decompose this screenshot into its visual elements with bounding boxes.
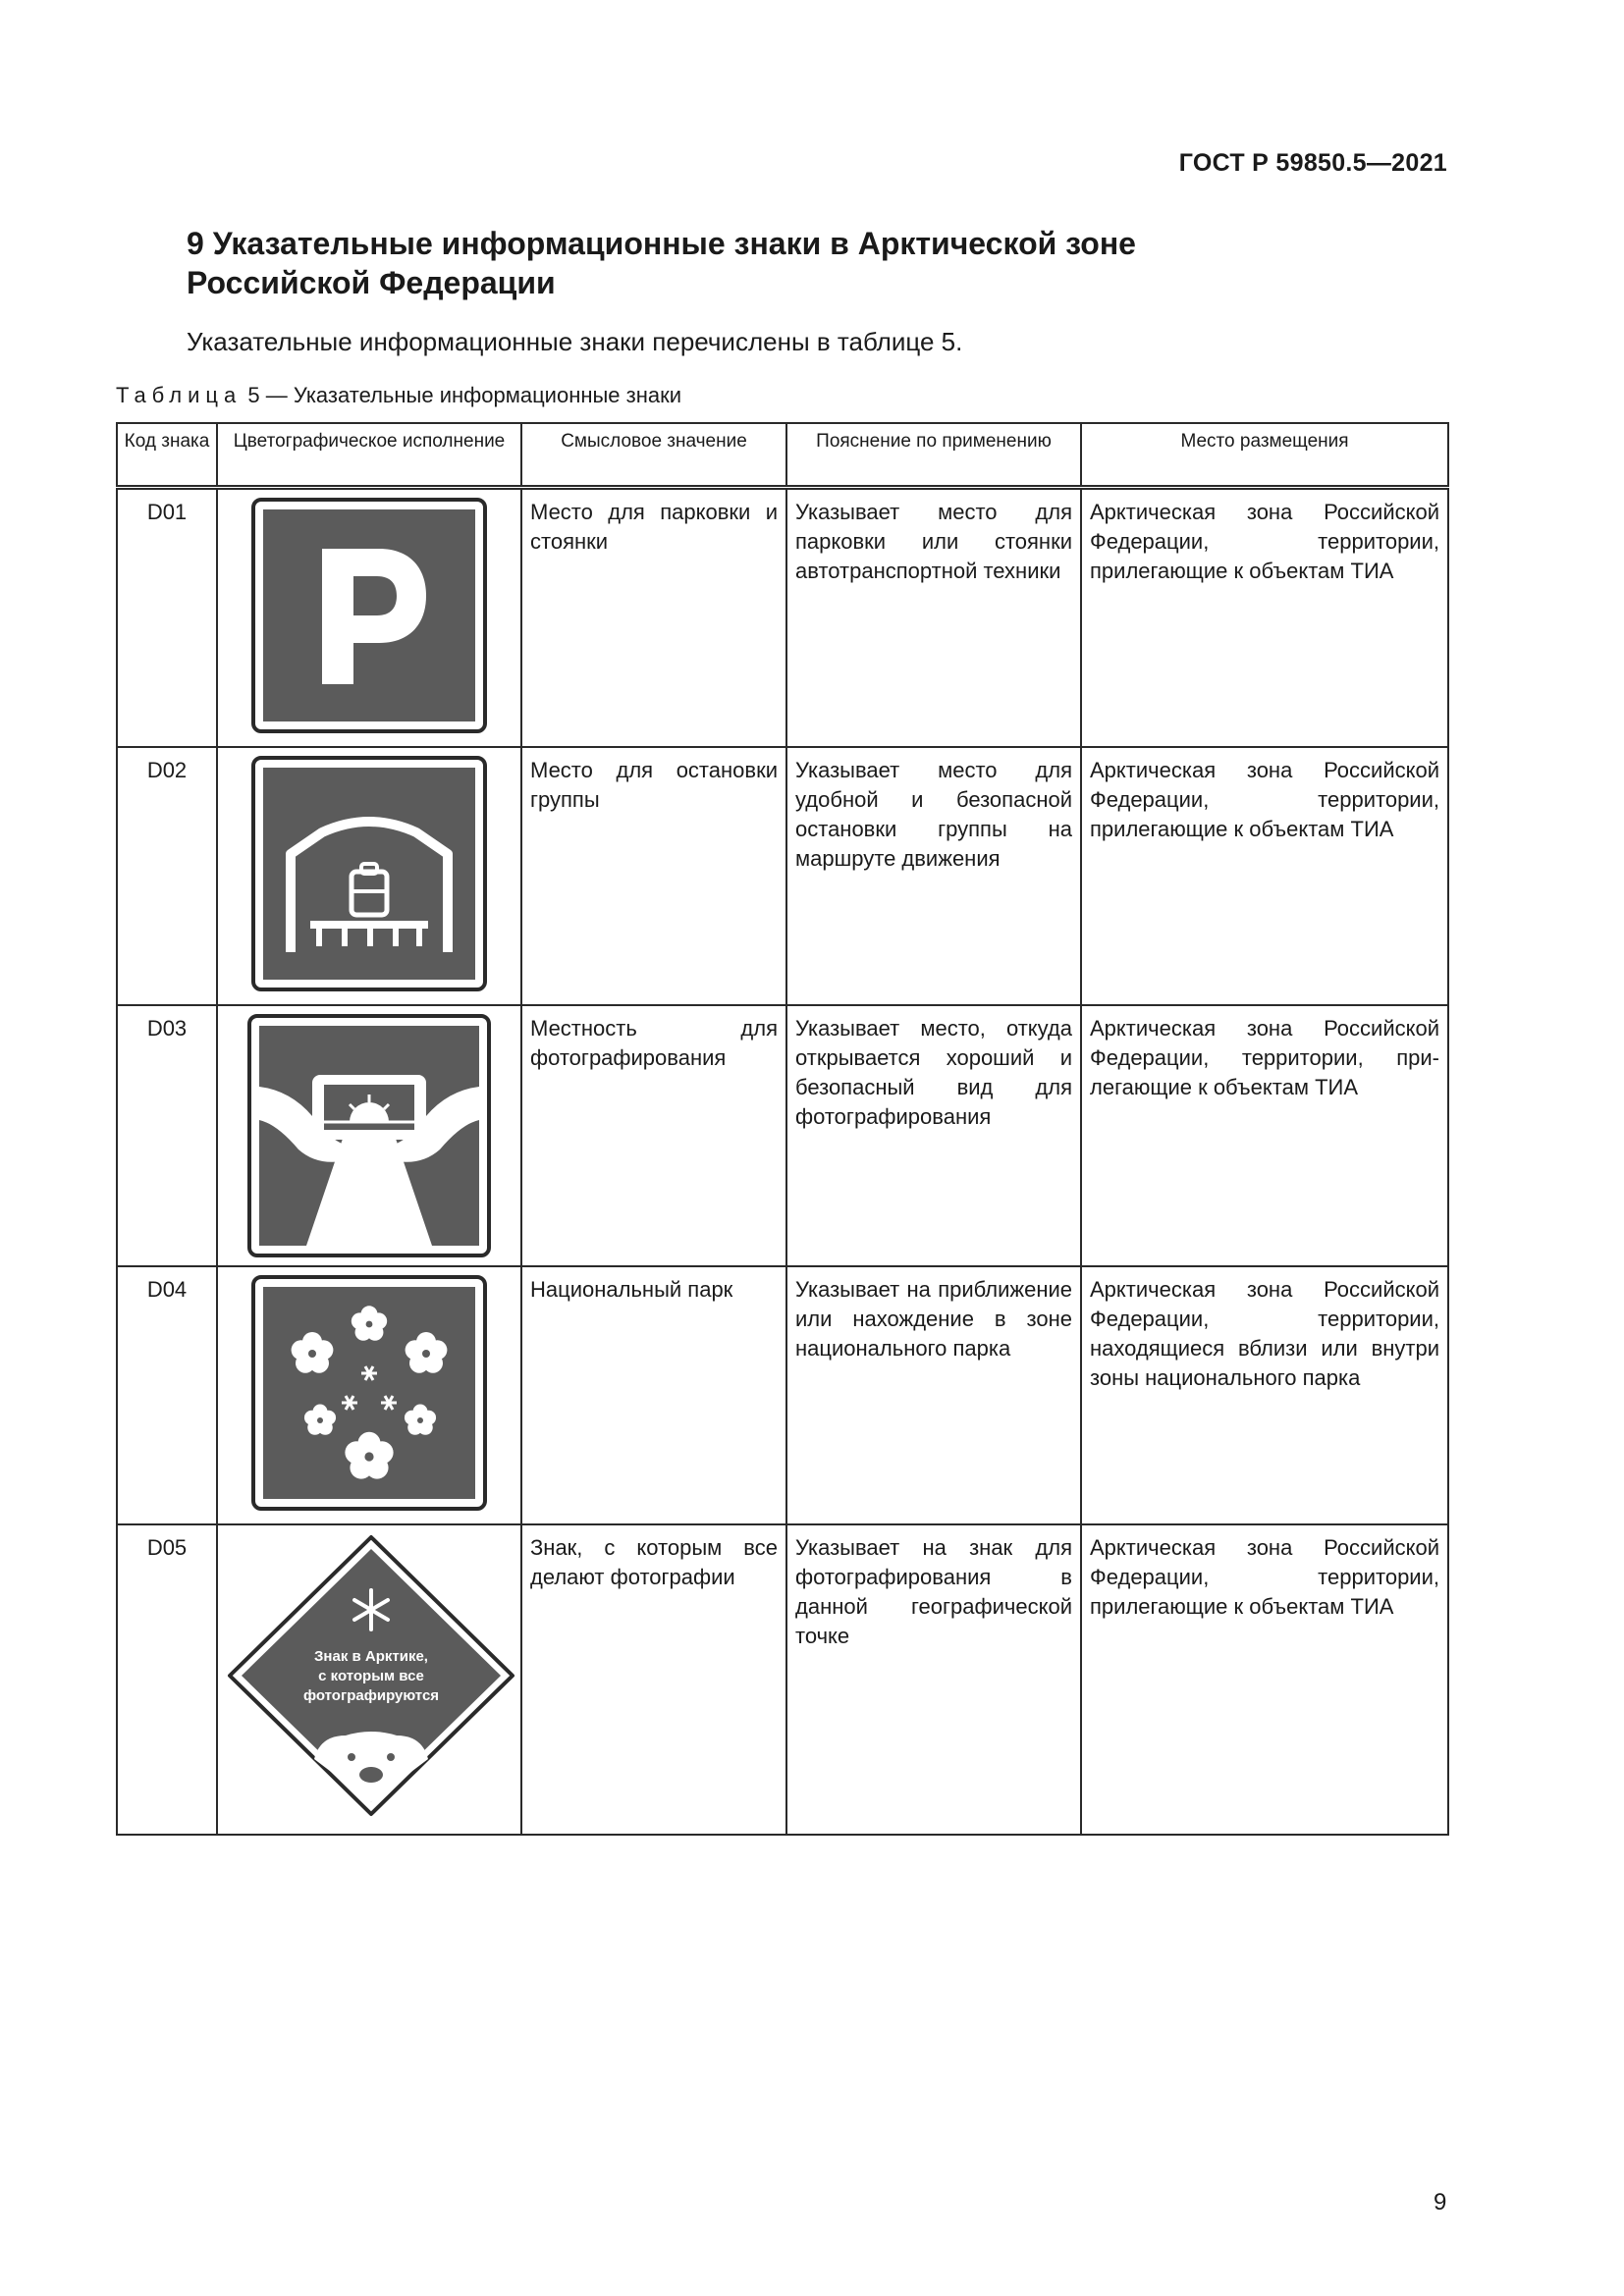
section-title-line2: Российской Федерации xyxy=(187,265,556,300)
sign-code: D05 xyxy=(117,1524,217,1835)
table-row xyxy=(117,1005,1448,1266)
table-row xyxy=(117,488,1448,748)
arctic-photo-diamond-sign-icon xyxy=(226,1533,516,1818)
table-header-row xyxy=(117,423,1448,488)
sign-code: D02 xyxy=(117,747,217,1005)
section-title xyxy=(187,224,1267,302)
sign-meaning: Национальный парк xyxy=(521,1266,786,1524)
sign-graphic-cell xyxy=(217,1524,521,1835)
sign-text-line: с которым все xyxy=(318,1668,424,1684)
sign-graphic-cell xyxy=(217,1005,521,1266)
group-stop-shelter-sign-icon xyxy=(251,756,487,991)
sign-explanation: Указывает на знак для фотографирования в данной географической точке xyxy=(786,1524,1081,1835)
sign-meaning: Место для парковки и стоянки xyxy=(521,488,786,748)
sign-code: D03 xyxy=(117,1005,217,1266)
table-row xyxy=(117,1266,1448,1524)
sign-graphic-cell xyxy=(217,747,521,1005)
table-caption xyxy=(116,383,681,408)
header-meaning: Смысловое значение xyxy=(521,423,786,488)
photo-spot-sign-icon xyxy=(247,1014,491,1257)
sign-meaning: Местность для фотографирования xyxy=(521,1005,786,1266)
sign-code: D01 xyxy=(117,488,217,748)
signs-table xyxy=(116,422,1449,1836)
sign-placement: Арктическая зона Российской Федерации, территории, при-легающие к объектам ТИА xyxy=(1081,1005,1448,1266)
sign-placement: Арктическая зона Российской Федерации, территории, прилегающие к объектам ТИА xyxy=(1081,1524,1448,1835)
sign-text-line: фотографируются xyxy=(302,1687,440,1704)
standard-code: ГОСТ Р 59850.5—2021 xyxy=(1178,149,1447,177)
sign-placement: Арктическая зона Российской Федерации, территории, прилегающие к объектам ТИА xyxy=(1081,488,1448,748)
sign-code: D04 xyxy=(117,1266,217,1524)
section-intro: Указательные информационные знаки перечислены в таблице 5. xyxy=(187,327,963,356)
parking-sign-icon xyxy=(251,498,487,733)
sign-text-line: Знак в Арктике, xyxy=(314,1648,428,1665)
national-park-flowers-sign-icon xyxy=(251,1275,487,1511)
table-caption-prefix: Таблица xyxy=(116,383,243,407)
sign-explanation: Указывает место для парковки или стоянки автотранспортной техники xyxy=(786,488,1081,748)
table-row xyxy=(117,1524,1448,1835)
sign-placement: Арктическая зона Российской Федерации, территории, находящиеся вблизи или внутри зоны национального парка xyxy=(1081,1266,1448,1524)
sign-explanation: Указывает место, откуда открывается хороший и безопасный вид для фотографирования xyxy=(786,1005,1081,1266)
sign-explanation: Указывает место для удобной и безопасной остановки группы на маршруте движения xyxy=(786,747,1081,1005)
sign-meaning: Место для остановки группы xyxy=(521,747,786,1005)
header-placement: Место размещения xyxy=(1081,423,1448,488)
page-number: 9 xyxy=(1434,2189,1447,2216)
section-title-line1: 9 Указательные информационные знаки в Арктической зоне xyxy=(187,226,1136,261)
table-row xyxy=(117,747,1448,1005)
table-caption-title: 5 — Указательные информационные знаки xyxy=(242,383,682,407)
sign-placement: Арктическая зона Российской Федерации, территории, прилегающие к объектам ТИА xyxy=(1081,747,1448,1005)
header-code: Код знака xyxy=(117,423,217,488)
header-graphic: Цветографическое исполнение xyxy=(217,423,521,488)
sign-meaning: Знак, с которым все делают фотографии xyxy=(521,1524,786,1835)
header-explanation: Пояснение по применению xyxy=(786,423,1081,488)
sign-explanation: Указывает на приближение или нахождение в зоне национального парка xyxy=(786,1266,1081,1524)
sign-graphic-cell xyxy=(217,488,521,748)
sign-graphic-cell xyxy=(217,1266,521,1524)
